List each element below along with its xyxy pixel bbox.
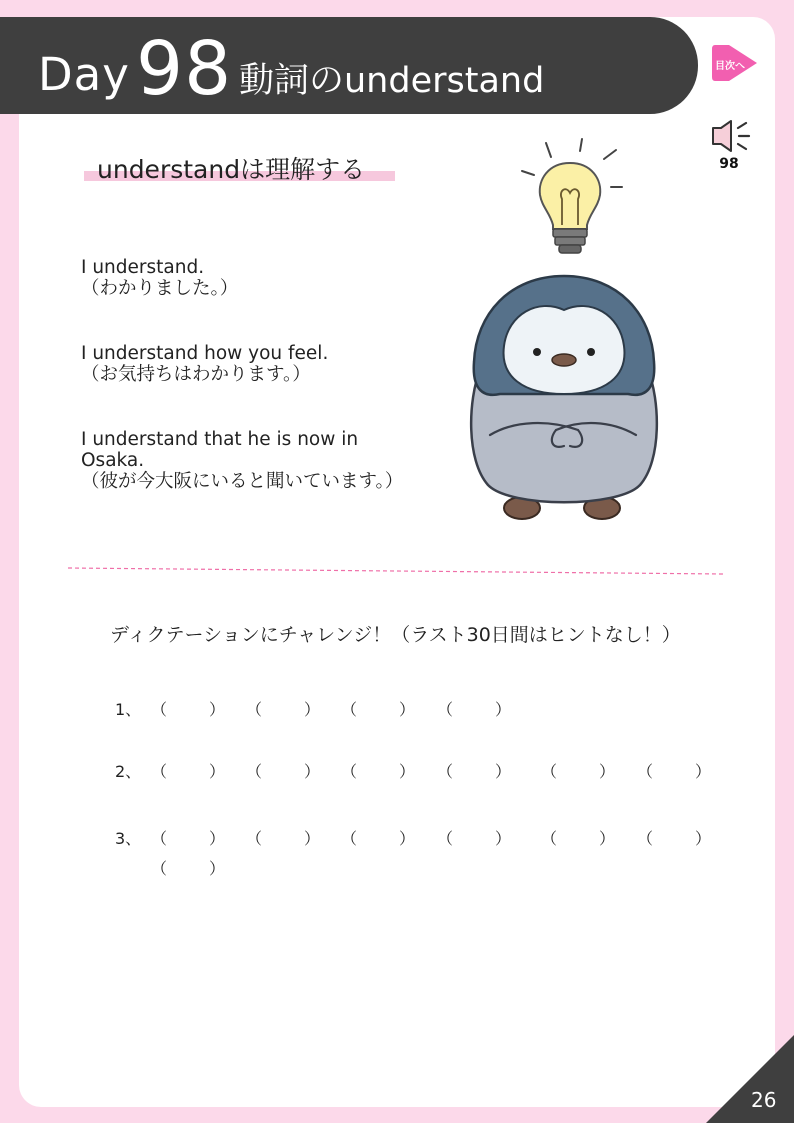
item-number: 2、 <box>115 762 142 781</box>
answer-blank[interactable]: （ ） <box>437 829 511 848</box>
answer-blank[interactable]: （ ） <box>341 762 415 781</box>
example-1-en: I understand. <box>81 257 205 278</box>
page-title: 動詞のunderstand <box>239 61 545 101</box>
answer-blank[interactable]: （ ） <box>151 762 225 781</box>
penguin-illustration <box>460 270 670 525</box>
answer-blank[interactable]: （ ） <box>341 700 415 719</box>
toc-button[interactable] <box>711 43 758 83</box>
example-1 <box>81 257 238 299</box>
example-3-ja: （彼が今大阪にいると聞いています。） <box>81 471 404 492</box>
speaker-icon <box>709 118 755 154</box>
page-number: 26 <box>751 1088 777 1112</box>
example-2-en: I understand how you feel. <box>81 343 329 364</box>
example-2-ja: （お気持ちはわかります。） <box>81 364 311 385</box>
answer-blank[interactable]: （ ） <box>541 829 615 848</box>
subheading: understandは理解する <box>97 155 366 184</box>
day-number: 98 <box>136 26 233 112</box>
example-3 <box>81 429 411 492</box>
lightbulb-icon <box>518 135 628 260</box>
section-divider <box>68 566 723 576</box>
example-2 <box>81 343 328 385</box>
answer-blank[interactable]: （ ） <box>637 762 711 781</box>
page-corner <box>706 1035 794 1123</box>
answer-blank[interactable]: （ ） <box>151 700 225 719</box>
answer-blank[interactable]: （ ） <box>541 762 615 781</box>
example-3-en: I understand that he is now in Osaka. <box>81 429 359 471</box>
audio-button[interactable] <box>709 118 755 178</box>
answer-blank[interactable]: （ ） <box>151 829 225 848</box>
day-label: Day <box>38 48 130 101</box>
answer-blank[interactable]: （ ） <box>246 762 320 781</box>
audio-track-number: 98 <box>719 156 739 172</box>
answer-blank[interactable]: （ ） <box>246 829 320 848</box>
answer-blank[interactable]: （ ） <box>437 700 511 719</box>
answer-blank[interactable]: （ ） <box>637 829 711 848</box>
toc-button-label: 目次へ <box>715 61 745 72</box>
answer-blank[interactable]: （ ） <box>437 762 511 781</box>
answer-blank[interactable]: （ ） <box>151 859 225 878</box>
item-number: 1、 <box>115 700 142 719</box>
answer-blank[interactable]: （ ） <box>341 829 415 848</box>
answer-blank[interactable]: （ ） <box>246 700 320 719</box>
item-number: 3、 <box>115 829 142 848</box>
example-1-ja: （わかりました。） <box>81 278 239 299</box>
dictation-instruction: ディクテーションにチャレンジ！（ラスト30日間はヒントなし！） <box>110 624 681 646</box>
